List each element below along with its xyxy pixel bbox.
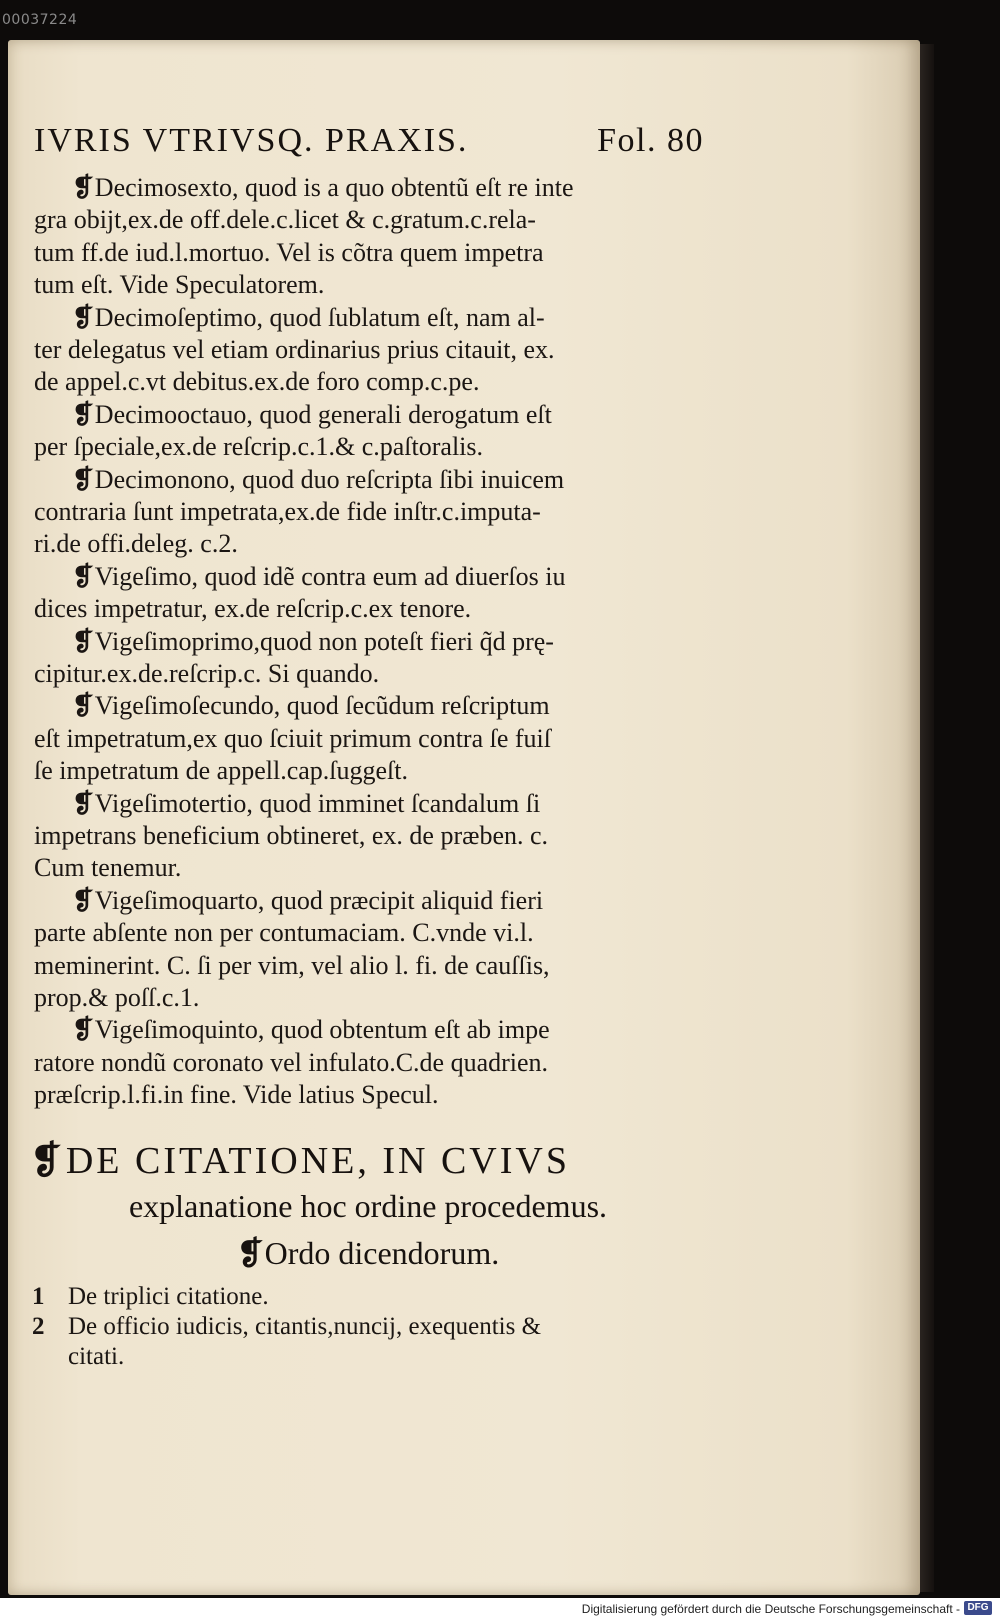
pilcrow-mark: ❡	[72, 1015, 94, 1045]
text-line-content: ter delegatus vel etiam ordinarius prius citauit, ex.	[34, 335, 555, 364]
text-line-content: impetrans beneficium obtineret, ex. de præben. c.	[34, 821, 549, 850]
pilcrow-mark: ❡	[72, 561, 94, 591]
pilcrow-mark: ❡	[72, 885, 94, 915]
text-line	[34, 334, 555, 366]
text-line-content: cipitur.ex.de.reſcrip.c. Si quando.	[34, 659, 380, 688]
text-line-content: ri.de offi.deleg. c.2.	[34, 529, 238, 559]
footer-bar	[0, 1598, 1000, 1622]
text-line-content: per ſpeciale,ex.de reſcrip.c.1.& c.paſtoralis.	[34, 432, 484, 462]
text-line	[72, 885, 543, 917]
text-line-content: ſe impetratum de appell.cap.ſuggeſt.	[34, 756, 408, 786]
dfg-logo: DFG	[964, 1601, 992, 1615]
text-line-content: Vigeſimoprimo,quod non poteſt fieri q̃d prę-	[94, 626, 554, 656]
text-line	[34, 1047, 548, 1079]
text-line-content: gra obijt,ex.de off.dele.c.licet & c.gratum.c.rela-	[34, 205, 536, 235]
item-text: De officio iudicis, citantis,nuncij, exequentis &	[68, 1313, 542, 1340]
text-line-content: Vigeſimoquarto, quod præcipit aliquid fieri	[94, 885, 544, 915]
numbered-item	[32, 1342, 124, 1372]
text-line-content: præſcrip.l.fi.in fine. Vide latius Specul.	[34, 1080, 439, 1110]
text-line-content: contraria ſunt impetrata,ex.de fide inſtr.c.imputa-	[34, 497, 541, 526]
pilcrow-mark: ❡	[72, 691, 94, 721]
page-header	[34, 122, 704, 160]
text-line-content: tum ff.de iud.l.mortuo. Vel is cõtra quem impetra	[34, 237, 544, 267]
text-line	[72, 1014, 550, 1046]
text-line	[72, 788, 540, 820]
text-line-content: prop.& poſſ.c.1.	[34, 983, 200, 1012]
ordo-heading	[8, 1234, 728, 1272]
text-line	[34, 658, 379, 690]
text-line	[34, 723, 551, 755]
text-line-content: Vigeſimo, quod idẽ contra eum ad diuerſos iu	[94, 561, 566, 591]
text-line-content: Cum tenemur.	[34, 853, 182, 883]
numbered-item	[32, 1282, 269, 1312]
text-line	[34, 496, 541, 528]
pilcrow-mark: ❡	[72, 173, 94, 202]
text-line	[72, 561, 565, 593]
text-line-content: Decimoſeptimo, quod ſublatum eſt, nam al-	[94, 302, 545, 332]
text-line	[34, 237, 544, 269]
item-text: citati.	[68, 1343, 125, 1370]
text-line	[72, 302, 545, 334]
page-edge-shadow	[920, 44, 934, 1592]
item-text: De triplici citatione.	[68, 1283, 269, 1310]
text-line-content: Decimooctauo, quod generali derogatum eſt	[94, 399, 552, 429]
section-heading-text: DE CITATIONE, IN CVIVS	[65, 1140, 570, 1182]
text-line	[34, 852, 181, 884]
text-line-content: Decimonono, quod duo reſcripta ſibi inuicem	[94, 464, 565, 494]
section-heading	[30, 1138, 710, 1183]
text-line	[34, 528, 238, 560]
text-line	[34, 366, 479, 398]
pilcrow-mark: ❡	[72, 399, 94, 429]
text-line	[72, 626, 554, 658]
item-number: 2	[32, 1313, 45, 1340]
text-line-content: tum eſt. Vide Speculatorem.	[34, 270, 325, 300]
text-line	[34, 950, 550, 982]
text-line	[34, 204, 536, 236]
text-line-content: Vigeſimotertio, quod imminet ſcandalum ſi	[94, 788, 541, 818]
text-line-content: de appel.c.vt debitus.ex.de foro comp.c.pe.	[34, 367, 480, 397]
text-line-content: ratore nondũ coronato vel infulato.C.de quadrien.	[34, 1047, 549, 1077]
pilcrow-mark: ❡	[72, 626, 94, 656]
text-line	[34, 917, 534, 949]
pilcrow-mark: ❡	[72, 302, 94, 332]
numbered-item	[32, 1312, 541, 1342]
text-line	[34, 982, 199, 1014]
text-line	[72, 172, 574, 204]
folio-number: Fol. 80	[597, 122, 704, 159]
pilcrow-mark: ❡	[72, 788, 94, 818]
pilcrow-mark: ❡	[236, 1235, 264, 1271]
text-line	[34, 755, 408, 787]
item-number: 1	[32, 1283, 45, 1310]
text-line-content: Decimosexto, quod is a quo obtentũ eſt re inte	[94, 173, 574, 202]
ordo-heading-text: Ordo dicendorum.	[264, 1235, 500, 1271]
section-subheading: explanatione hoc ordine procedemus.	[128, 1188, 608, 1224]
text-line	[72, 399, 552, 431]
text-line-content: meminerint. C. ſi per vim, vel alio l. fi. de cauſſis,	[34, 950, 550, 980]
text-line-content: Vigeſimoſecundo, quod ſecũdum reſcriptum	[94, 691, 550, 721]
text-line	[72, 690, 550, 722]
text-line	[34, 593, 471, 625]
text-line-content: eſt impetratum,ex quo ſciuit primum contra ſe fuiſ	[34, 723, 551, 753]
text-line	[34, 1079, 439, 1111]
book-page	[8, 40, 920, 1595]
pilcrow-mark: ❡	[30, 1140, 65, 1182]
text-line	[34, 820, 548, 852]
scan-id-label: 00037224	[2, 12, 78, 28]
text-line-content: parte abſente non per contumaciam. C.vnde vi.l.	[34, 918, 534, 948]
text-line-content: Vigeſimoquinto, quod obtentum eſt ab impe	[94, 1015, 550, 1045]
text-line	[34, 269, 324, 301]
text-line-content: dices impetratur, ex.de reſcrip.c.ex tenore.	[34, 594, 472, 624]
text-line	[72, 464, 564, 496]
running-head: IVRIS VTRIVSQ. PRAXIS.	[34, 122, 469, 159]
pilcrow-mark: ❡	[72, 464, 94, 494]
text-line	[34, 431, 483, 463]
footer-credit: Digitalisierung gefördert durch die Deutsche Forschungsgemeinschaft -	[581, 1602, 960, 1616]
